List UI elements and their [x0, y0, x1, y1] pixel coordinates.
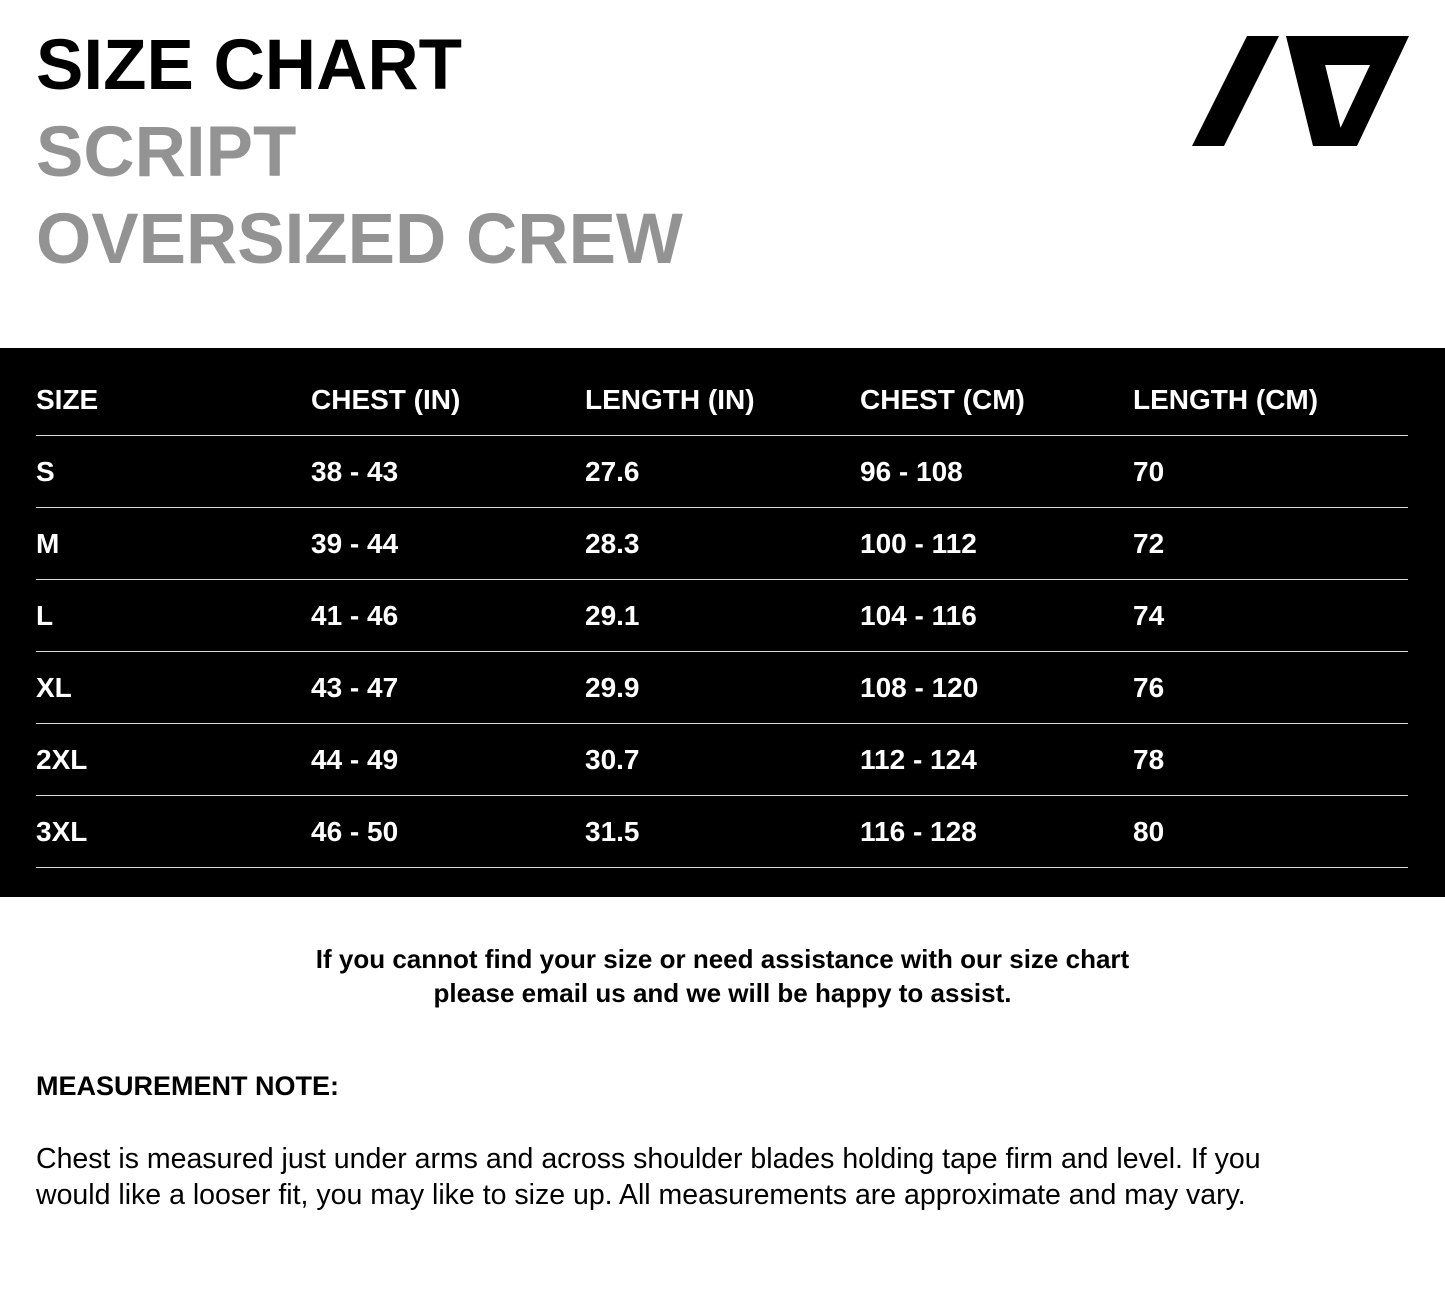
cell-length-in: 29.1	[585, 599, 640, 631]
cell-length-cm: 72	[1133, 527, 1165, 559]
table-row	[36, 508, 1408, 580]
measurement-note-heading: MEASUREMENT NOTE:	[36, 1071, 339, 1101]
column-header-length-in: LENGTH (IN)	[585, 383, 755, 415]
cell-length-in: 30.7	[585, 743, 640, 775]
title-block	[36, 22, 683, 283]
table-row	[36, 436, 1408, 508]
cell-size: XL	[36, 671, 72, 703]
cell-chest-in: 43 - 47	[311, 671, 399, 703]
table-row	[36, 652, 1408, 724]
cell-length-cm: 80	[1133, 815, 1165, 847]
cell-chest-in: 38 - 43	[311, 455, 399, 487]
cell-size: L	[36, 599, 54, 631]
cell-length-in: 31.5	[585, 815, 640, 847]
cell-chest-cm: 100 - 112	[860, 527, 977, 559]
page-title: SIZE CHART	[36, 26, 462, 105]
a7-logo-icon	[1192, 36, 1409, 146]
measurement-note-body	[36, 1141, 1416, 1213]
cell-length-cm: 78	[1133, 743, 1165, 775]
measurement-note-line-2: would like a looser fit, you may like to size up. All measurements are approximate and may vary.	[36, 1179, 1246, 1211]
product-name: OVERSIZED CREW	[36, 200, 683, 279]
cell-length-in: 29.9	[585, 671, 640, 703]
cell-chest-in: 44 - 49	[311, 743, 399, 775]
cell-chest-cm: 116 - 128	[860, 815, 977, 847]
cell-length-in: 27.6	[585, 455, 640, 487]
assistance-line-1: If you cannot find your size or need assistance with our size chart	[315, 944, 1130, 974]
size-table-band	[0, 348, 1445, 897]
table-row	[36, 796, 1408, 868]
cell-size: M	[36, 527, 60, 559]
measurement-note-line-1: Chest is measured just under arms and across shoulder blades holding tape firm and level. If you	[36, 1143, 1261, 1175]
column-header-chest-in: CHEST (IN)	[311, 383, 461, 415]
cell-chest-cm: 112 - 124	[860, 743, 977, 775]
cell-length-cm: 70	[1133, 455, 1165, 487]
cell-size: 2XL	[36, 743, 88, 775]
column-header-chest-cm: CHEST (CM)	[860, 383, 1025, 415]
cell-size: 3XL	[36, 815, 88, 847]
cell-chest-cm: 108 - 120	[860, 671, 979, 703]
cell-chest-in: 41 - 46	[311, 599, 399, 631]
cell-chest-in: 39 - 44	[311, 527, 399, 559]
column-header-length-cm: LENGTH (CM)	[1133, 383, 1319, 415]
cell-chest-cm: 104 - 116	[860, 599, 977, 631]
product-line: SCRIPT	[36, 113, 297, 192]
assistance-message	[0, 942, 1445, 1010]
assistance-line-2: please email us and we will be happy to assist.	[433, 978, 1012, 1008]
cell-length-cm: 74	[1133, 599, 1165, 631]
table-row	[36, 724, 1408, 796]
cell-size: S	[36, 455, 55, 487]
cell-length-cm: 76	[1133, 671, 1165, 703]
column-header-size: SIZE	[36, 383, 99, 415]
cell-chest-cm: 96 - 108	[860, 455, 963, 487]
cell-chest-in: 46 - 50	[311, 815, 399, 847]
table-row	[36, 580, 1408, 652]
cell-length-in: 28.3	[585, 527, 640, 559]
table-header-row	[36, 348, 1408, 436]
size-table	[36, 348, 1408, 868]
